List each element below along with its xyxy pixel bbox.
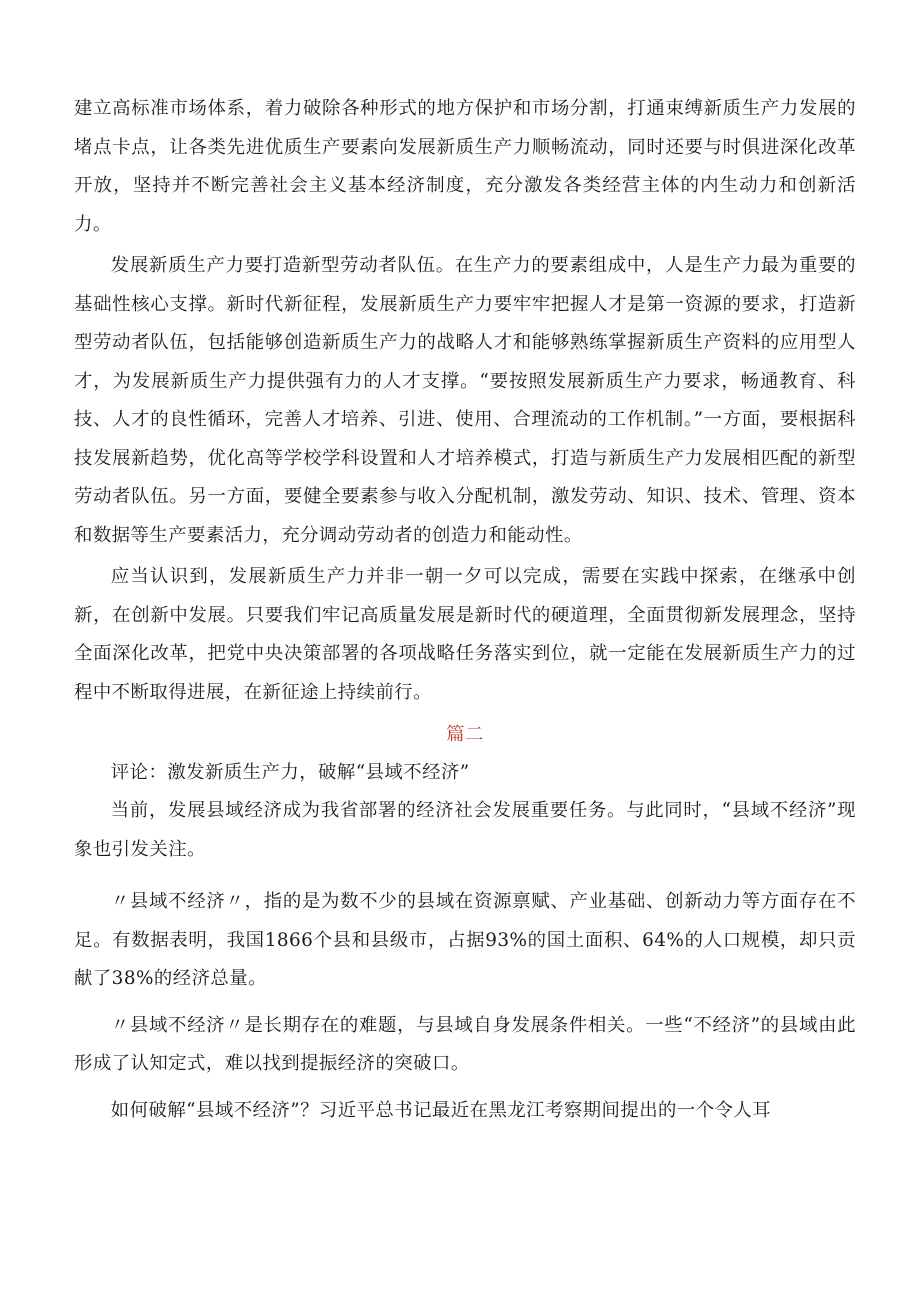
paragraph-new-labor-force: 发展新质生产力要打造新型劳动者队伍。在生产力的要素组成中，人是生产力最为重要的基础性核心支撑。新时代新征程，发展新质生产力要牢牢把握人才是第一资源的要求，打造新型劳动者队伍，包括能够创造新质生产力的战略人才和能够熟练掌握新质生产资料的应用型人才，为发展新质生产力提供强有力的人才支撑。“要按照发展新质生产力要求，畅通教育、科技、人才的良性循环，完善人才培养、引进、使用、合理流动的工作机制。”一方面，要根据科技发展新趋势，优化高等学校学科设置和人才培养模式，打造与新质生产力发展相匹配的新型劳动者队伍。另一方面，要健全要素参与收入分配机制，激发劳动、知识、技术、管理、资本和数据等生产要素活力，充分调动劳动者的创造力和能动性。	[74, 255, 856, 546]
paragraph-conclusion: 应当认识到，发展新质生产力并非一朝一夕可以完成，需要在实践中探索，在继承中创新，在创新中发展。只要我们牢记高质量发展是新时代的硬道理，全面贯彻新发展理念，坚持全面深化改革，把党中央决策部署的各项战略任务落实到位，就一定能在发展新质生产力的过程中不断取得进展，在新征途上持续前行。	[74, 566, 856, 703]
comment-title: 评论：激发新质生产力，破解“县域不经济”	[110, 762, 470, 783]
document-page	[74, 90, 856, 1130]
paragraph-county-long-term-problem: 〃县域不经济〃是长期存在的难题，与县域自身发展条件相关。一些“不经济”的县域由此形成了认知定式，难以找到提振经济的突破口。	[74, 1014, 856, 1074]
paragraph-market-system: 建立高标准市场体系，着力破除各种形式的地方保护和市场分割，打通束缚新质生产力发展的堵点卡点，让各类先进优质生产要素向发展新质生产力顺畅流动，同时还要与时俱进深化改革开放，坚持并不断完善社会主义基本经济制度，充分激发各类经营主体的内生动力和创新活力。	[74, 98, 856, 235]
paragraph-county-definition: 〃县域不经济〃，指的是为数不少的县域在资源禀赋、产业基础、创新动力等方面存在不足。有数据表明，我国1866个县和县级市，占据93%的国土面积、64%的人口规模，却只贡献了38%的经济总量。	[74, 891, 856, 989]
section-heading: 篇二	[446, 724, 484, 745]
paragraph-county-economy-intro: 当前，发展县域经济成为我省部署的经济社会发展重要任务。与此同时，“县域不经济”现象也引发关注。	[74, 800, 856, 860]
paragraph-how-to-solve: 如何破解“县域不经济”？习近平总书记最近在黑龙江考察期间提出的一个令人耳	[110, 1099, 772, 1121]
